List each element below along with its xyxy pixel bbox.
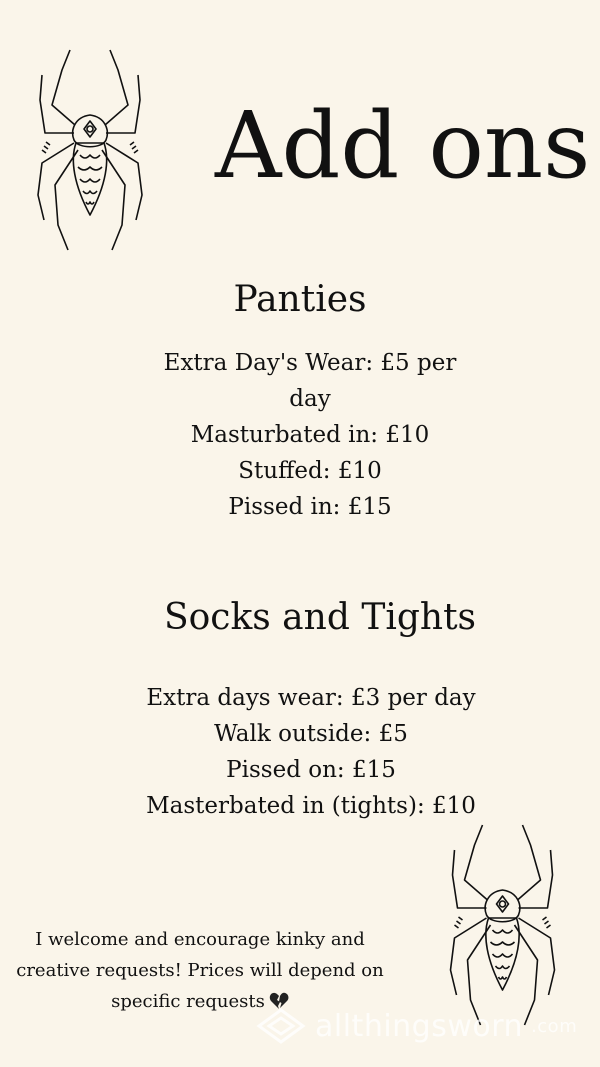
- note-line: creative requests! Prices will depend on: [16, 960, 384, 981]
- list-item: Extra Day's Wear: £5 per: [163, 350, 457, 376]
- spider-illustration-bottom-right: [440, 820, 565, 1030]
- list-item: Masturbated in: £10: [190, 422, 430, 448]
- socks-price-list: [111, 680, 511, 824]
- list-item: day: [289, 386, 331, 412]
- watermark-brand: allthingsworn: [315, 1008, 524, 1044]
- list-item: Walk outside: £5: [214, 721, 408, 747]
- watermark-logo-icon: [255, 1006, 307, 1046]
- list-item: Pissed in: £15: [228, 494, 392, 520]
- list-item: Stuffed: £10: [238, 458, 382, 484]
- watermark: [255, 1000, 585, 1052]
- note-line-text: specific requests: [111, 991, 265, 1012]
- page-title: Add ons: [215, 92, 591, 199]
- note-line: I welcome and encourage kinky and: [35, 929, 365, 950]
- panties-heading: Panties: [233, 279, 367, 320]
- list-item: Pissed on: £15: [226, 757, 396, 783]
- list-item: Extra days wear: £3 per day: [146, 685, 476, 711]
- spider-illustration-top-left: [30, 45, 150, 255]
- list-item: Masterbated in (tights): £10: [146, 793, 476, 819]
- panties-price-list: [150, 345, 470, 525]
- socks-heading: Socks and Tights: [163, 597, 477, 638]
- watermark-suffix: .com: [531, 1015, 578, 1037]
